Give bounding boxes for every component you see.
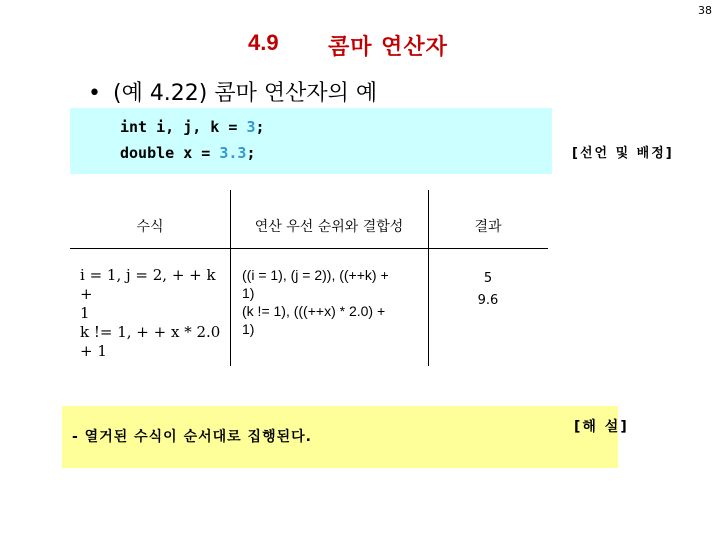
- code-line-2-literal: 3.3: [219, 144, 247, 162]
- expression-cell: [80, 266, 228, 361]
- code-line-2-prefix: double x =: [120, 144, 220, 162]
- code-line-2: [120, 144, 255, 162]
- explanation-box: [62, 406, 618, 468]
- header-expression: 수식: [136, 219, 164, 235]
- explanation-text: - 열거된 수식이 순서대로 집행된다.: [72, 429, 312, 445]
- header-rule: [70, 248, 548, 249]
- code-line-1-literal: 3: [246, 118, 256, 136]
- expression-line-4: + 1: [80, 342, 107, 360]
- precedence-line-2: 1): [242, 285, 255, 301]
- code-block: [70, 108, 552, 174]
- example-heading-text: (예 4.22) 콤마 연산자의 예: [112, 81, 378, 106]
- header-precedence: 연산 우선 순위와 결합성: [254, 219, 404, 235]
- expression-line-3: k != 1, + + x * 2.0: [80, 323, 221, 341]
- precedence-line-4: 1): [242, 321, 255, 337]
- precedence-line-1: ((i = 1), (j = 2)), ((++k) +: [242, 267, 389, 283]
- code-line-2-suffix: ;: [246, 144, 256, 162]
- code-line-1: [120, 118, 265, 136]
- bullet-marker: •: [88, 81, 101, 106]
- result-line-2: 9.6: [477, 293, 499, 308]
- section-title: 콤마 연산자: [328, 35, 448, 60]
- result-cell: [428, 268, 548, 312]
- page-number: 38: [698, 4, 712, 17]
- explanation-tag: [해 설]: [574, 419, 629, 435]
- precedence-cell: [242, 266, 426, 338]
- result-line-1: 5: [483, 271, 493, 286]
- expression-line-2: 1: [80, 304, 90, 322]
- code-line-1-prefix: int i, j, k =: [120, 118, 247, 136]
- slide-title: [0, 30, 720, 60]
- example-heading: [88, 76, 377, 107]
- declaration-tag: [선언 및 배정]: [572, 146, 674, 161]
- section-number: 4.9: [248, 30, 279, 55]
- code-line-1-suffix: ;: [255, 118, 265, 136]
- header-result: 결과: [474, 219, 502, 235]
- expression-line-1: i = 1, j = 2, + + k +: [80, 266, 216, 303]
- precedence-line-3: (k != 1), (((++x) * 2.0) +: [242, 303, 386, 319]
- operator-table: [70, 190, 548, 366]
